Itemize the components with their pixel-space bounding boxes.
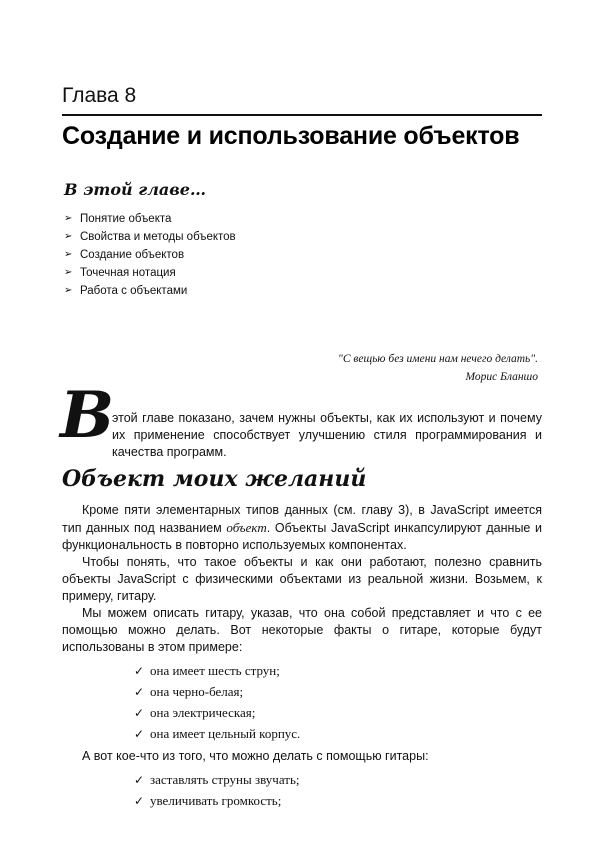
action-item xyxy=(134,790,542,811)
arrow-bullet-icon: ➢ xyxy=(64,267,73,278)
epigraph-author: Морис Бланшо xyxy=(465,371,538,383)
topic-text: Точечная нотация xyxy=(80,267,176,279)
topic-item xyxy=(64,246,236,264)
action-item xyxy=(134,769,542,790)
fact-text: она электрическая; xyxy=(150,705,256,720)
epigraph-text: "С вещью без имени нам нечего делать". xyxy=(338,353,538,365)
section-title: Объект моих желаний xyxy=(62,466,367,492)
arrow-bullet-icon: ➢ xyxy=(64,213,73,224)
section-body xyxy=(62,502,542,815)
chapter-rule xyxy=(62,114,542,116)
check-icon: ✓ xyxy=(134,773,145,787)
fact-text: она имеет шесть струн; xyxy=(150,663,280,678)
topic-item xyxy=(64,228,236,246)
action-text: заставлять струны звучать; xyxy=(150,772,300,787)
paragraph: Чтобы понять, что такое объекты и как они работают, полезно сравнить объекты JavaScript с физическими объектами из реальной жизни. Возьмем, к примеру, гитару. xyxy=(62,555,542,603)
topic-text: Работа с объектами xyxy=(80,285,188,297)
check-icon: ✓ xyxy=(134,706,145,720)
topic-text: Понятие объекта xyxy=(80,213,172,225)
paragraph-text: Кроме пяти элементарных типов данных (см. главу 3), в JavaScript имеется тип данных под названием xyxy=(62,503,542,535)
arrow-bullet-icon: ➢ xyxy=(64,231,73,242)
in-chapter-heading: В этой главе… xyxy=(64,180,206,199)
topic-text: Свойства и методы объектов xyxy=(80,231,236,243)
intro-paragraph: этой главе показано, зачем нужны объекты, как их используют и почему их применение способствует улучшению стиля программирования и качества программ. xyxy=(112,411,542,459)
chapter-title: Создание и использование объектов xyxy=(62,122,520,150)
paragraph: А вот кое-что из того, что можно делать с помощью гитары: xyxy=(82,749,429,763)
fact-item xyxy=(134,702,542,723)
check-icon: ✓ xyxy=(134,664,145,678)
arrow-bullet-icon: ➢ xyxy=(64,285,73,296)
fact-item xyxy=(134,723,542,744)
topic-text: Создание объектов xyxy=(80,249,185,261)
paragraph: Мы можем описать гитару, указав, что она собой представляет и что с ее помощью можно делать. Вот некоторые факты о гитаре, которые будут использованы в этом примере: xyxy=(62,606,542,654)
fact-item xyxy=(134,660,542,681)
chapter-topics-list xyxy=(64,210,236,300)
arrow-bullet-icon: ➢ xyxy=(64,249,73,260)
topic-item xyxy=(64,210,236,228)
epigraph xyxy=(338,350,538,386)
check-icon: ✓ xyxy=(134,685,145,699)
paragraph-text: . Объекты JavaScript инкапсулируют данные и функциональность в повторно используемых компонентах. xyxy=(62,521,542,552)
check-icon: ✓ xyxy=(134,794,145,808)
drop-cap: В xyxy=(60,378,115,453)
chapter-number: Глава 8 xyxy=(62,84,137,107)
topic-item xyxy=(64,282,236,300)
check-icon: ✓ xyxy=(134,727,145,741)
fact-item xyxy=(134,681,542,702)
term: объект xyxy=(226,520,267,535)
fact-text: она черно-белая; xyxy=(150,684,244,699)
guitar-actions-list xyxy=(134,769,542,811)
guitar-facts-list xyxy=(134,660,542,744)
paragraph xyxy=(62,502,542,554)
topic-item xyxy=(64,264,236,282)
action-text: увеличивать громкость; xyxy=(150,793,282,808)
fact-text: она имеет цельный корпус. xyxy=(150,726,301,741)
